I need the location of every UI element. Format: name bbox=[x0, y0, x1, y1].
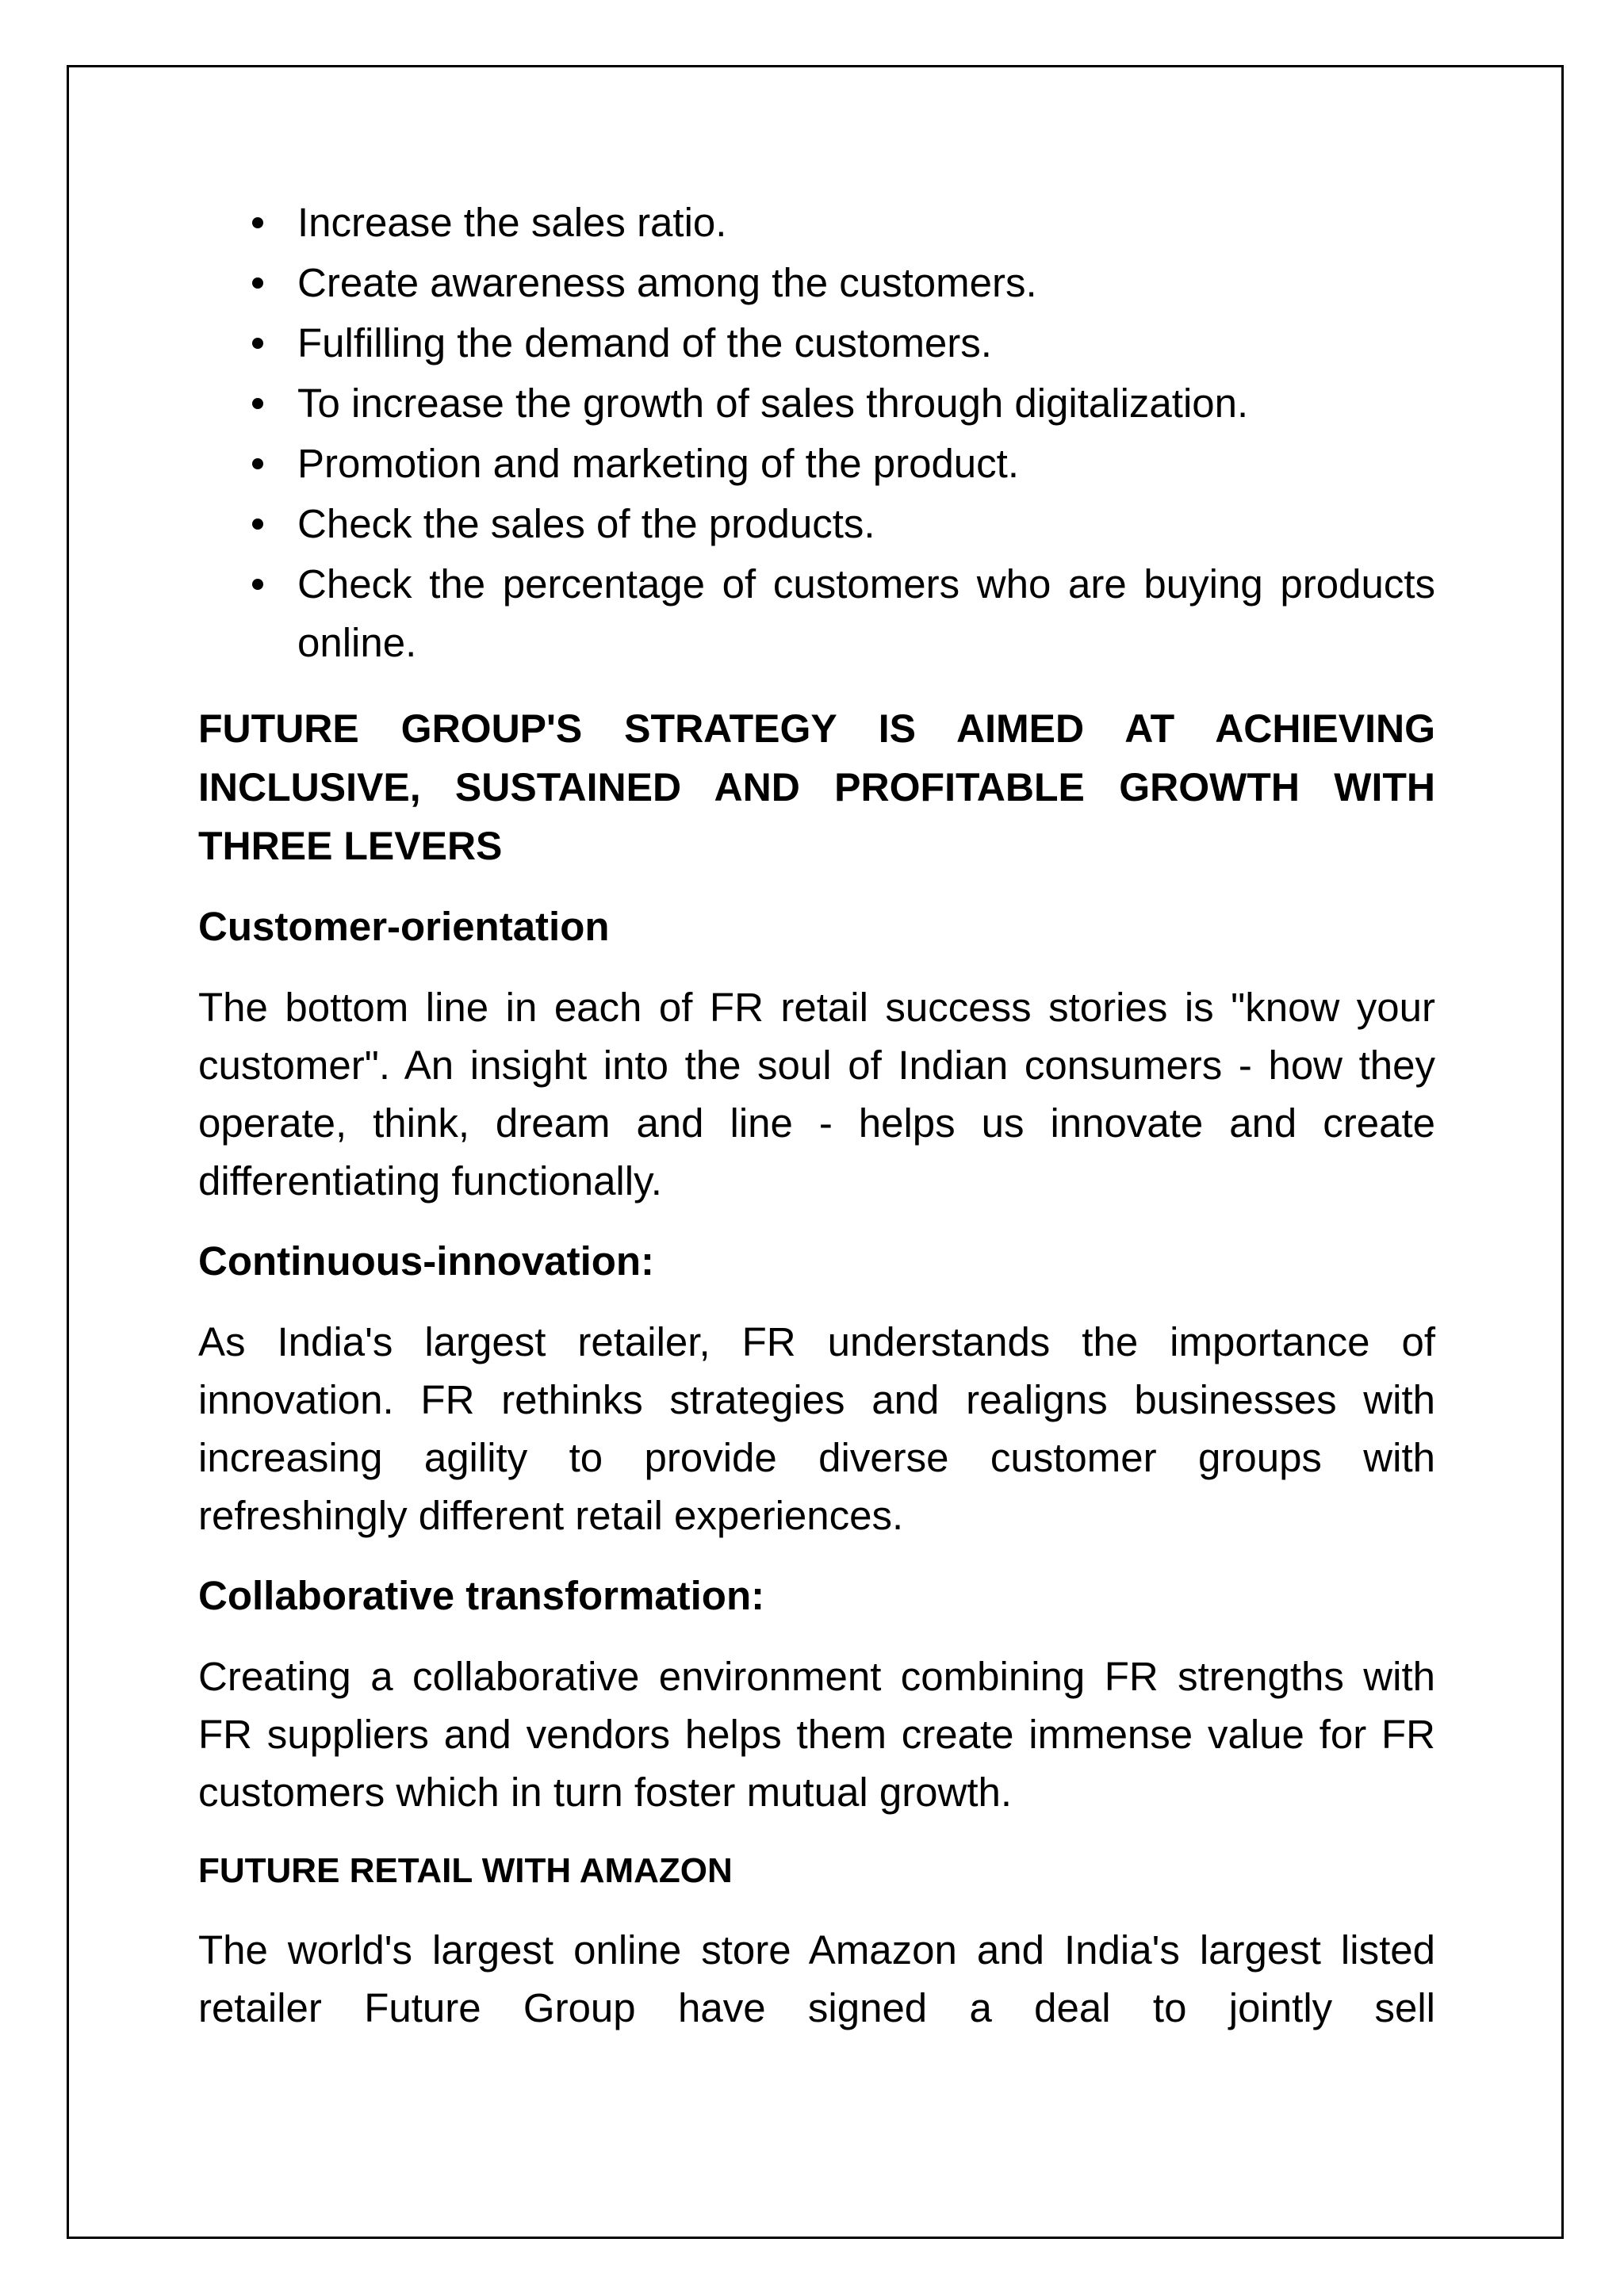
list-item: Check the sales of the products. bbox=[198, 495, 1435, 553]
list-item: Increase the sales ratio. bbox=[198, 193, 1435, 252]
bullet-icon bbox=[252, 519, 263, 530]
strategy-heading: FUTURE GROUP'S STRATEGY IS AIMED AT ACHIEVING INCLUSIVE, SUSTAINED AND PROFITABLE GROWTH WITH THREE LEVERS bbox=[198, 706, 1435, 868]
list-item: Check the percentage of customers who are buying products online. bbox=[198, 555, 1435, 672]
bullet-icon bbox=[252, 217, 263, 228]
list-item: Promotion and marketing of the product. bbox=[198, 434, 1435, 493]
section-heading-collaborative-transformation: Collaborative transformation: bbox=[198, 1573, 765, 1618]
section-heading-continuous-innovation: Continuous-innovation: bbox=[198, 1238, 655, 1284]
section-text-continuous-innovation: As India's largest retailer, FR understands the importance of innovation. FR rethinks strategies and realigns businesses with increasing agility to provide diverse customer groups with refreshingly different retail experiences. bbox=[198, 1319, 1435, 1538]
list-item: To increase the growth of sales through digitalization. bbox=[198, 374, 1435, 433]
amazon-text: The world's largest online store Amazon and India's largest listed retailer Future Group have signed a deal to jointly sell bbox=[198, 1927, 1435, 2030]
bullet-icon bbox=[252, 398, 263, 409]
amazon-heading: FUTURE RETAIL WITH AMAZON bbox=[198, 1851, 733, 1890]
section-text-customer-orientation: The bottom line in each of FR retail success stories is "know your customer". An insight into the soul of Indian consumers - how they operate, think, dream and line - helps us innovate and create differentiating functionally. bbox=[198, 985, 1435, 1203]
section-text-collaborative-transformation: Creating a collaborative environment combining FR strengths with FR suppliers and vendors helps them create immense value for FR customers which in turn foster mutual growth. bbox=[198, 1654, 1435, 1815]
bullet-icon bbox=[252, 579, 263, 590]
bullet-icon bbox=[252, 338, 263, 349]
document-body bbox=[198, 193, 1435, 2037]
bullet-icon bbox=[252, 277, 263, 289]
list-item: Create awareness among the customers. bbox=[198, 254, 1435, 312]
list-item: Fulfilling the demand of the customers. bbox=[198, 314, 1435, 373]
bullet-icon bbox=[252, 458, 263, 469]
section-heading-customer-orientation: Customer-orientation bbox=[198, 904, 610, 949]
objectives-list bbox=[198, 193, 1435, 672]
